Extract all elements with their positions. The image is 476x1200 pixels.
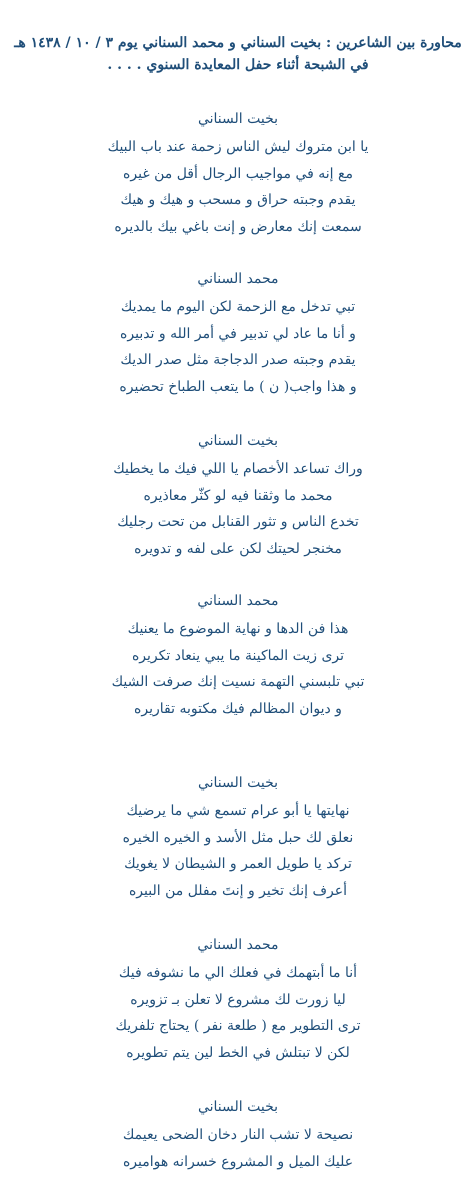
verse-line: و هذا واجب( ن ) ما يتعب الطباخ تحضيره [119,378,357,395]
speaker-name: محمد السناني [197,271,279,287]
speaker-name: بخيت السناني [197,111,279,127]
stanza-6 [0,934,476,1066]
verse-line: يقدم وجبته حراق و مسحب و هيك و هيك [120,192,356,208]
stanza-7 [0,1096,476,1175]
verse-line: نهايتها يا أبو عرام تسمع شي ما يرضيك [126,803,350,819]
verse-line: تخدع الناس و تثور القنابل من تحت رجليك [117,514,359,530]
speaker-name: بخيت السناني [197,775,279,791]
poem-header [8,32,468,76]
stanza-5 [0,772,476,904]
speaker-name: محمد السناني [197,593,279,609]
verse-line: تبي تدخل مع الزحمة لكن اليوم ما يمديك [120,299,356,315]
verse-line: نعلق لك حبل مثل الأسد و الخيره الخيره [122,829,354,846]
speaker-name: بخيت السناني [197,1099,279,1115]
verse-line: محمد ما وثقنا فيه لو كثّر معاذيره [143,487,333,504]
verse-line: يا ابن متروك ليش الناس زحمة عند باب البيك [107,139,369,155]
speaker-name: محمد السناني [197,937,279,953]
verse-line: يقدم وجبته صدر الدجاجة مثل صدر الديك [120,352,356,368]
stanza-4 [0,590,476,722]
verse-line: أعرف إنك تخير و إنتَ مفلل من البيره [128,882,348,899]
verse-line: مع إنه في مواجيب الرجال أقل من غيره [123,165,353,182]
verse-line: و أنا ما عاد لي تدبير في أمر الله و تدبيره [120,325,356,342]
verse-line: عليك الميل و المشروع خسرانه هواميره [122,1153,354,1170]
stanza-1 [0,108,476,240]
verse-line: ترى زيت الماكينة ما يبي ينعاد تكريره [131,647,345,664]
verse-line: سمعت إنك معارض و إنت باغي بيك بالديره [114,218,362,235]
stanza-2 [0,268,476,400]
verse-line: ليا زورت لك مشروع لا تعلن بـ تزويره [130,991,346,1008]
verse-line: مخنجر لحيتك لكن على لفه و تدويره [134,540,342,557]
verse-line: لكن لا تبتلش في الخط لين يتم تطويره [126,1044,350,1061]
verse-line: و ديوان المظالم فيك مكتوبه تقاريره [134,700,342,717]
verse-line: تبي تلبسني التهمة نسيت إنك صرفت الشيك [111,674,365,690]
verse-line: نصيحة لا تشب النار دخان الضحى يعيمك [122,1127,354,1143]
verse-line: ترى التطوير مع ( طلعة نفر ) يحتاج تلفريك [115,1018,361,1034]
stanza-3 [0,430,476,562]
verse-line: وراك تساعد الأخصام يا اللي فيك ما يخطيك [113,461,363,477]
verse-line: تركد يا طويل العمر و الشيطان لا يغويك [124,856,352,872]
verse-line: أنا ما أبتهمك في فعلك الي ما نشوفه فيك [118,965,358,981]
header-subtitle: في الشبحة أثناء حفل المعايدة السنوي . . . . [107,57,369,73]
speaker-name: بخيت السناني [197,433,279,449]
verse-line: هذا فن الدها و نهاية الموضوع ما يعنيك [127,621,349,637]
header-title: محاورة بين الشاعرين : بخيت السناني و محمد السناني يوم ٣ / ١٠ / ١٤٣٨ هـ [14,35,462,51]
